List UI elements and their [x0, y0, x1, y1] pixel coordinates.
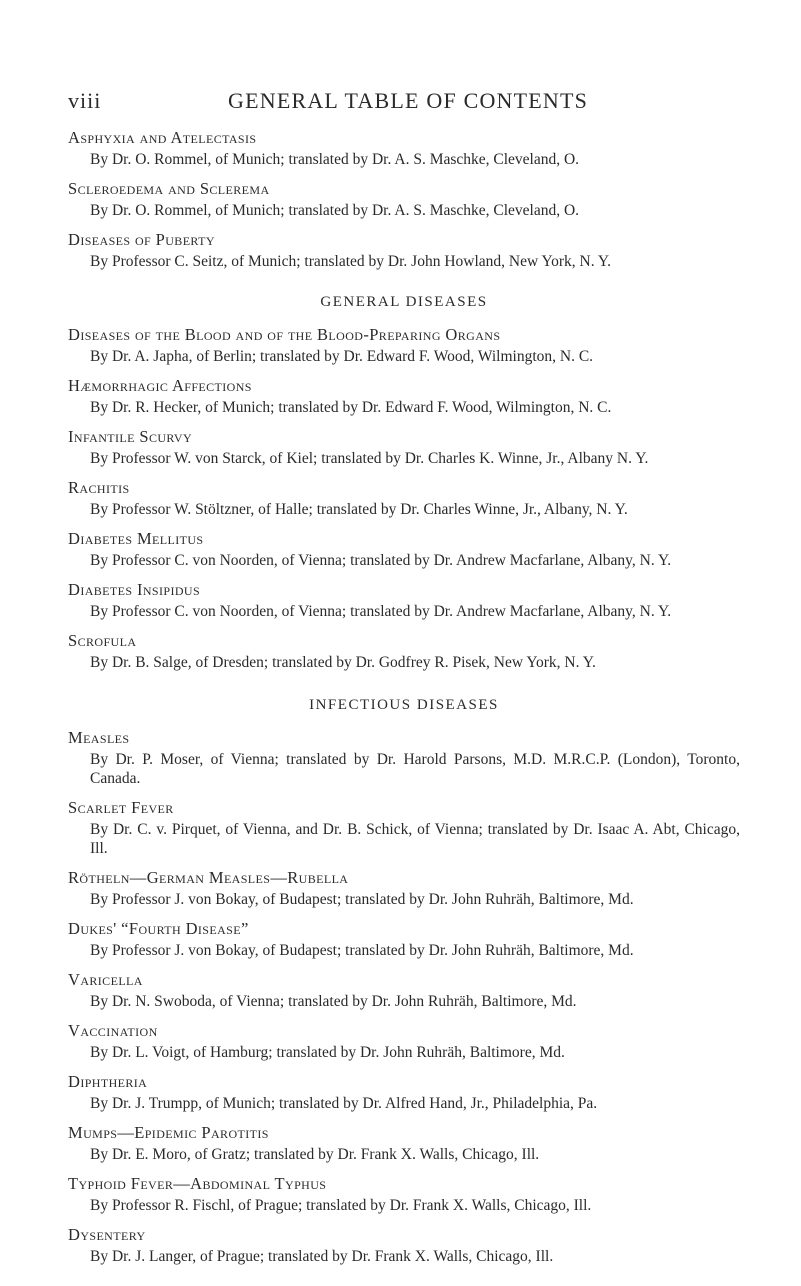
entry-title: Mumps—Epidemic Parotitis [68, 1123, 269, 1142]
entry-title: Hæmorrhagic Affections [68, 376, 252, 395]
toc-entry [68, 728, 740, 788]
entry-title: Diseases of the Blood and of the Blood-Preparing Organs [68, 325, 501, 344]
entry-credit: By Dr. C. v. Pirquet, of Vienna, and Dr. B. Schick, of Vienna; translated by Dr. Isaac A. Abt, Chicago, Ill. [90, 821, 740, 857]
toc-entry [68, 631, 740, 672]
toc-entry [68, 128, 740, 169]
entry-title: Measles [68, 728, 130, 747]
toc-entry [68, 798, 740, 858]
infectious-diseases-section [68, 696, 740, 1266]
toc-entry [68, 325, 740, 366]
page-number: viii [68, 88, 102, 113]
entry-credit: By Professor J. von Bokay, of Budapest; translated by Dr. John Ruhräh, Baltimore, Md. [90, 942, 634, 959]
toc-entry [68, 919, 740, 960]
intro-section [68, 128, 740, 271]
toc-entry [68, 868, 740, 909]
entry-credit: By Dr. R. Hecker, of Munich; translated by Dr. Edward F. Wood, Wilmington, N. C. [90, 399, 612, 416]
page-header [68, 88, 738, 120]
entry-credit: By Dr. O. Rommel, of Munich; translated by Dr. A. S. Maschke, Cleveland, O. [90, 202, 580, 219]
entry-credit: By Dr. O. Rommel, of Munich; translated by Dr. A. S. Maschke, Cleveland, O. [90, 151, 580, 168]
section-heading: INFECTIOUS DISEASES [309, 697, 499, 713]
entry-title: Dukes' “Fourth Disease” [68, 919, 249, 938]
toc-entry [68, 580, 740, 621]
entry-title: Diabetes Insipidus [68, 580, 201, 599]
general-diseases-section [68, 293, 740, 672]
toc-entry [68, 376, 740, 417]
section-heading: GENERAL DISEASES [320, 294, 488, 310]
toc-entry [68, 1225, 740, 1266]
entry-credit: By Dr. J. Langer, of Prague; translated by Dr. Frank X. Walls, Chicago, Ill. [90, 1248, 554, 1265]
entry-title: Rachitis [68, 478, 130, 497]
entry-credit: By Dr. L. Voigt, of Hamburg; translated by Dr. John Ruhräh, Baltimore, Md. [90, 1044, 565, 1061]
running-title: GENERAL TABLE OF CONTENTS [228, 88, 589, 113]
entry-title: Scrofula [68, 631, 137, 650]
toc-entry [68, 478, 740, 519]
toc-entry [68, 1174, 740, 1215]
entry-credit: By Dr. N. Swoboda, of Vienna; translated by Dr. John Ruhräh, Baltimore, Md. [90, 993, 577, 1010]
entry-title: Asphyxia and Atelectasis [68, 128, 257, 147]
toc-entry [68, 230, 740, 271]
toc-entry [68, 970, 740, 1011]
entry-title: Diabetes Mellitus [68, 529, 204, 548]
entry-title: Typhoid Fever—Abdominal Typhus [68, 1174, 327, 1193]
toc-entry [68, 529, 740, 570]
toc-entry [68, 179, 740, 220]
toc-entry [68, 1072, 740, 1113]
entry-credit: By Dr. E. Moro, of Gratz; translated by Dr. Frank X. Walls, Chicago, Ill. [90, 1146, 540, 1163]
entry-title: Rötheln—German Measles—Rubella [68, 868, 349, 887]
entry-title: Scleroedema and Sclerema [68, 179, 270, 198]
entry-credit: By Professor C. von Noorden, of Vienna; translated by Dr. Andrew Macfarlane, Albany, N. Y. [90, 603, 672, 620]
toc-entry [68, 427, 740, 468]
toc-entry [68, 1021, 740, 1062]
entry-credit: By Professor R. Fischl, of Prague; translated by Dr. Frank X. Walls, Chicago, Ill. [90, 1197, 592, 1214]
entry-credit: By Dr. A. Japha, of Berlin; translated by Dr. Edward F. Wood, Wilmington, N. C. [90, 348, 594, 365]
entry-title: Varicella [68, 970, 143, 989]
entry-credit: By Dr. J. Trumpp, of Munich; translated by Dr. Alfred Hand, Jr., Philadelphia, Pa. [90, 1095, 598, 1112]
entry-credit: By Dr. B. Salge, of Dresden; translated by Dr. Godfrey R. Pisek, New York, N. Y. [90, 654, 596, 671]
table-of-contents [68, 128, 740, 1276]
entry-credit: By Professor W. Stöltzner, of Halle; translated by Dr. Charles Winne, Jr., Albany, N. Y. [90, 501, 628, 518]
entry-title: Scarlet Fever [68, 798, 174, 817]
entry-title: Vaccination [68, 1021, 158, 1040]
entry-title: Infantile Scurvy [68, 427, 193, 446]
entry-title: Diseases of Puberty [68, 230, 215, 249]
toc-entry [68, 1123, 740, 1164]
entry-credit: By Professor C. von Noorden, of Vienna; translated by Dr. Andrew Macfarlane, Albany, N. Y. [90, 552, 672, 569]
entry-credit: By Professor W. von Starck, of Kiel; translated by Dr. Charles K. Winne, Jr., Albany N. Y. [90, 450, 649, 467]
entry-title: Dysentery [68, 1225, 146, 1244]
entry-credit: By Professor C. Seitz, of Munich; translated by Dr. John Howland, New York, N. Y. [90, 253, 611, 270]
entry-credit: By Dr. P. Moser, of Vienna; translated by Dr. Harold Parsons, M.D. M.R.C.P. (London), Toronto, Canada. [90, 751, 740, 787]
entry-credit: By Professor J. von Bokay, of Budapest; translated by Dr. John Ruhräh, Baltimore, Md. [90, 891, 634, 908]
entry-title: Diphtheria [68, 1072, 148, 1091]
